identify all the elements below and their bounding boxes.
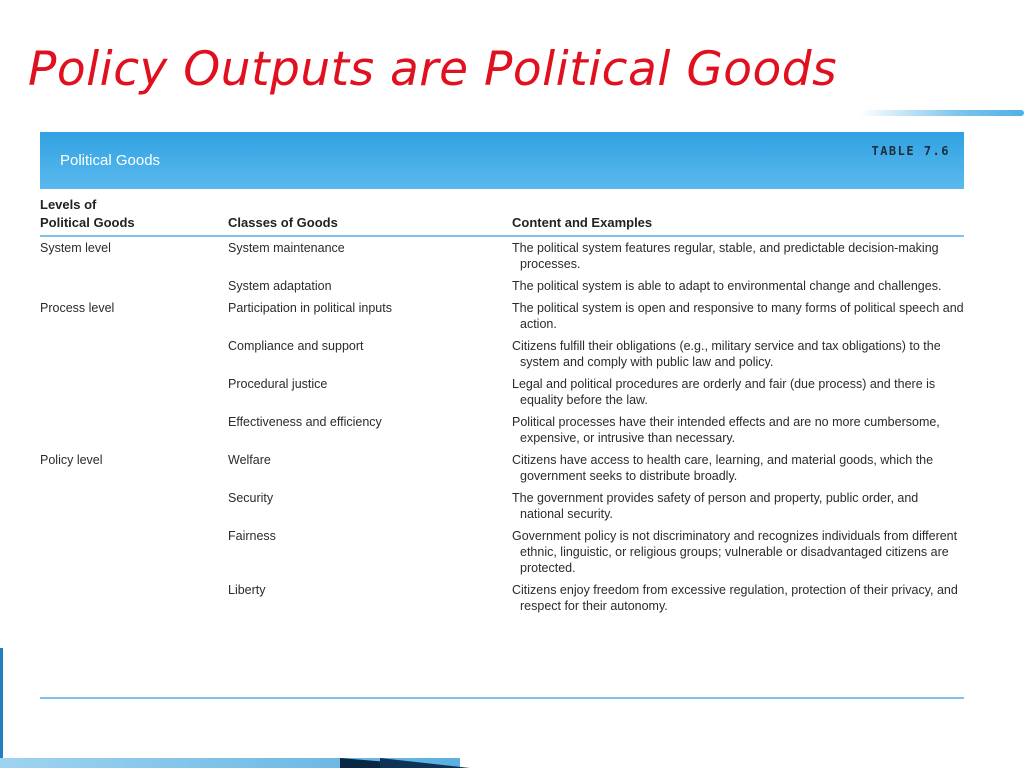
row-content: Legal and political procedures are orderly and fair (due process) and there is equality before the law.: [512, 377, 936, 407]
table-row: [40, 373, 964, 411]
row-class: Liberty: [228, 583, 266, 597]
table-row: [40, 525, 964, 579]
table-row: [40, 275, 964, 297]
table-bottom-rule: [40, 697, 964, 699]
table-row: [40, 411, 964, 449]
row-level: Process level: [40, 301, 115, 315]
row-class: System adaptation: [228, 279, 332, 293]
title-accent-rule: [860, 110, 1024, 116]
header-content: Content and Examples: [512, 196, 964, 236]
left-accent-bar: [0, 648, 3, 760]
row-content: Citizens have access to health care, learning, and material goods, which the government seeks to distribute broadly.: [512, 453, 934, 483]
header-levels-line2: Political Goods: [40, 215, 135, 230]
row-level: [40, 335, 228, 373]
table-row: [40, 487, 964, 525]
table-header-band: [40, 132, 964, 189]
row-level: [40, 525, 228, 579]
header-levels-line1: Levels of: [40, 197, 97, 212]
row-class: Welfare: [228, 453, 271, 467]
row-content: The government provides safety of person and property, public order, and national security.: [512, 491, 919, 521]
row-level: Policy level: [40, 453, 103, 467]
row-content: Government policy is not discriminatory and recognizes individuals from different ethnic, linguistic, or religious groups; vulnerable or disadvantaged citizens are protected.: [512, 529, 958, 575]
political-goods-table-panel: [40, 132, 964, 702]
row-content: The political system is open and responsive to many forms of political speech and action.: [512, 301, 964, 331]
table-row: [40, 579, 964, 617]
row-class: Effectiveness and efficiency: [228, 415, 382, 429]
row-class: Security: [228, 491, 274, 505]
header-classes: Classes of Goods: [228, 196, 512, 236]
footer-decoration: [0, 758, 1024, 768]
row-content: Citizens enjoy freedom from excessive regulation, protection of their privacy, and respect for their autonomy.: [512, 583, 958, 613]
row-class: Fairness: [228, 529, 276, 543]
table-row: [40, 236, 964, 275]
row-content: The political system is able to adapt to environmental change and challenges.: [512, 279, 942, 293]
row-level: [40, 373, 228, 411]
row-level: [40, 411, 228, 449]
slide-title: Policy Outputs are Political Goods: [28, 42, 838, 97]
row-level: System level: [40, 241, 111, 255]
row-level: [40, 487, 228, 525]
footer-chevron-inner: [380, 758, 470, 768]
row-content: Citizens fulfill their obligations (e.g., military service and tax obligations) to the system and comply with public law and policy.: [512, 339, 941, 369]
row-level: [40, 275, 228, 297]
table-row: [40, 297, 964, 335]
row-class: Compliance and support: [228, 339, 364, 353]
table-row: [40, 335, 964, 373]
header-levels: [40, 196, 228, 236]
political-goods-table: [40, 196, 964, 617]
row-class: System maintenance: [228, 241, 345, 255]
row-class: Participation in political inputs: [228, 301, 392, 315]
table-band-title: Political Goods: [60, 152, 161, 169]
table-number: TABLE 7.6: [871, 144, 950, 158]
row-level: [40, 579, 228, 617]
row-content: The political system features regular, stable, and predictable decision-making processes.: [512, 241, 939, 271]
table-row: [40, 449, 964, 487]
row-content: Political processes have their intended effects and are no more cumbersome, expensive, or intrusive than necessary.: [512, 415, 940, 445]
table-header-row: [40, 196, 964, 236]
row-class: Procedural justice: [228, 377, 328, 391]
